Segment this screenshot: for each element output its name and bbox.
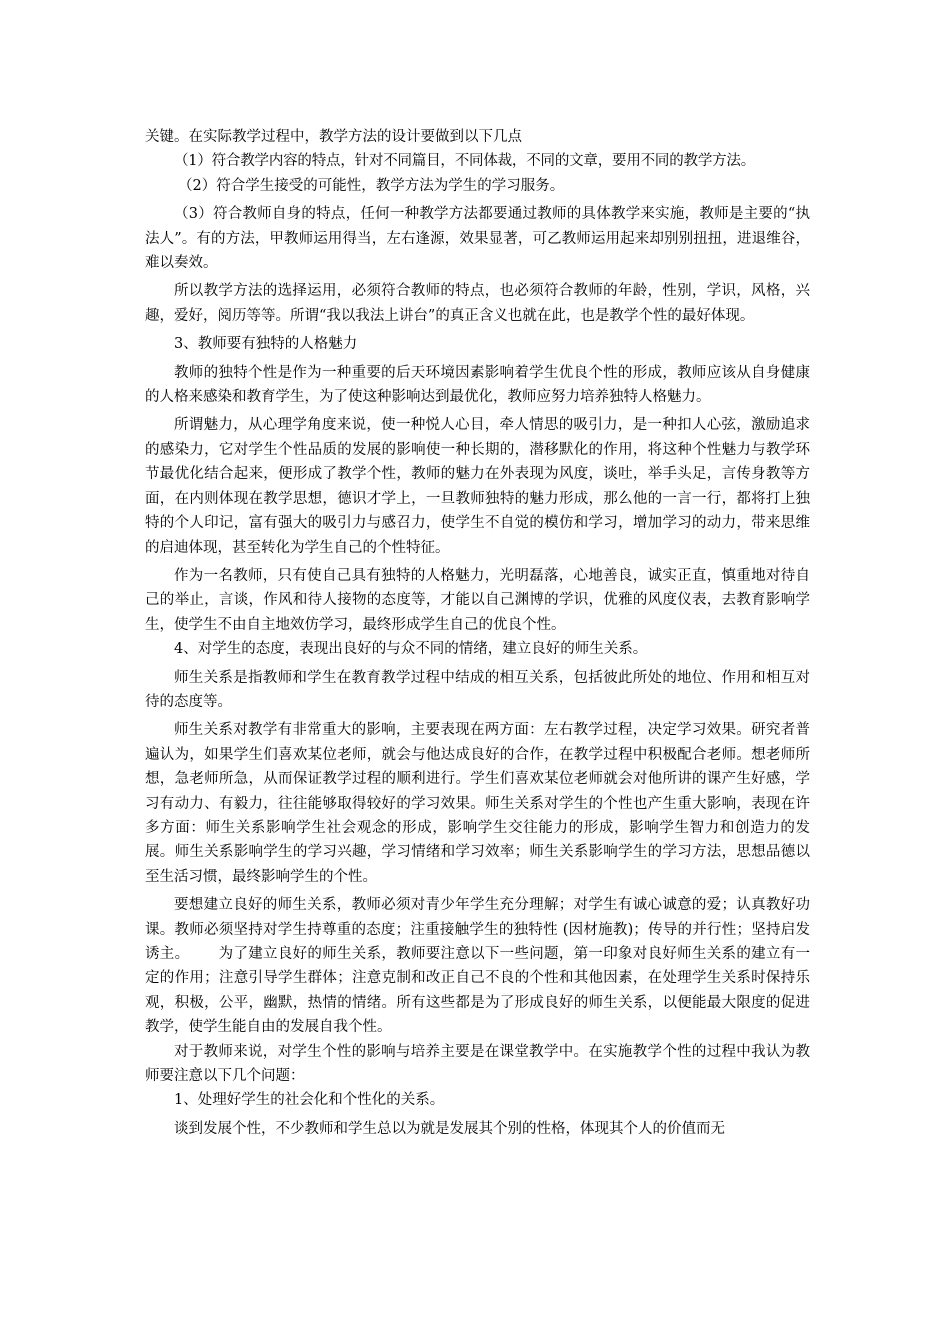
list-item-1: （1）符合教学内容的特点，针对不同篇目，不同体裁，不同的文章，要用不同的教学方法。 [174,153,756,170]
paragraph-8 [145,893,810,1039]
paragraph-7: 师生关系对教学有非常重大的影响，主要表现在两方面：左右教学过程，决定学习效果。研究者普遍认为，如果学生们喜欢某位老师，就会与他达成良好的合作，在教学过程中积极配合老师。想老师所想，急老师所急，从而保证教学过程的顺利进行。学生们喜欢某位老师就会对他所讲的课产生好感，学习有动力、有毅力，往往能够取得较好的学习效果。师生关系对学生的个性也产生重大影响，表现在许多方面：师生关系影响学生社会观念的形成，影响学生交往能力的形成，影响学生智力和创造力的发展。师生关系影响学生的学习兴趣，学习情绪和学习效率；师生关系影响学生的学习方法，思想品德以至生活习惯，最终影响学生的个性。 [145,722,810,885]
paragraph-8-part-1: 要想建立良好的师生关系，教师必须对青少年学生充分理解；对学生有诚心诚意的爱；认真教好功课。教师必须坚持对学生持尊重的态度；注重接触学生的独特性 (因材施教)；传导的并行性；坚持启发诱主。 [145,897,810,962]
list-item-3: （3）符合教师自身的特点，任何一种教学方法都要通过教师的具体教学来实施，教师是主要的“执法人”。有的方法，甲教师运用得当，左右逢源，效果显著，可乙教师运用起来却别别扭扭，进退维谷，难以奏效。 [145,206,810,272]
paragraph-6: 师生关系是指教师和学生在教育教学过程中结成的相互关系，包括彼此所处的地位、作用和相互对待的态度等。 [145,669,810,710]
paragraph-9: 对于教师来说，对学生个性的影响与培养主要是在课堂教学中。在实施教学个性的过程中我认为教师要注意以下几个问题： [145,1043,810,1085]
paragraph-10: 谈到发展个性，不少教师和学生总以为就是发展其个别的性格，体现其个人的价值而无 [174,1120,725,1137]
paragraph-8-part-2: 为了建立良好的师生关系，教师要注意以下一些问题，第一印象对良好师生关系的建立有一定的作用；注意引导学生群体；注意克制和改正自己不良的个性和其他因素，在处理学生关系时保持乐观，积极，公平，幽默，热情的情绪。所有这些都是为了形成良好的师生关系，以便能最大限度的促进教学，使学生能自由的发展自我个性。 [145,946,810,1036]
paragraph-1: 关键。在实际教学过程中，教学方法的设计要做到以下几点 [145,129,522,145]
paragraph-5: 作为一名教师，只有使自己具有独特的人格魅力，光明磊落，心地善良，诚实正直，慎重地对待自己的举止，言谈，作风和待人接物的态度等，才能以自己渊博的学识，优雅的风度仪表，去教育影响学生，使学生不由自主地效仿学习，最终形成学生自己的优良个性。 [145,567,810,633]
paragraph-3: 教师的独特个性是作为一种重要的后天环境因素影响着学生优良个性的形成，教师应该从自身健康的人格来感染和教育学生，为了使这种影响达到最优化，教师应努力培养独特人格魅力。 [145,364,810,406]
section-heading-4: 4、对学生的态度，表现出良好的与众不同的情绪，建立良好的师生关系。 [174,641,648,658]
list-item-2: （2）符合学生接受的可能性，教学方法为学生的学习服务。 [178,177,565,194]
paragraph-2: 所以教学方法的选择运用，必须符合教师的特点，也必须符合教师的年龄，性别，学识，风格，兴趣，爱好，阅历等等。所谓“我以我法上讲台”的真正含义也就在此，也是教学个性的最好体现。 [145,283,810,324]
section-heading-3: 3、教师要有独特的人格魅力 [174,336,358,353]
section-heading-1: 1、处理好学生的社会化和个性化的关系。 [174,1092,445,1109]
document-page [145,125,810,1141]
paragraph-4: 所谓魅力，从心理学角度来说，使一种悦人心目，牵人情思的吸引力，是一种扣人心弦，激励追求的感染力，它对学生个性品质的发展的影响使一种长期的，潜移默化的作用，将这种个性魅力与教学环节最优化结合起来，便形成了教学个性，教师的魅力在外表现为风度，谈吐，举手头足，言传身教等方面，在内则体现在教学思想，德识才学上，一旦教师独特的魅力形成，那么他的一言一行，都将打上独特的个人印记，富有强大的吸引力与感召力，使学生不自觉的模仿和学习，增加学习的动力，带来思维的启迪体现，甚至转化为学生自己的个性特征。 [145,417,810,556]
